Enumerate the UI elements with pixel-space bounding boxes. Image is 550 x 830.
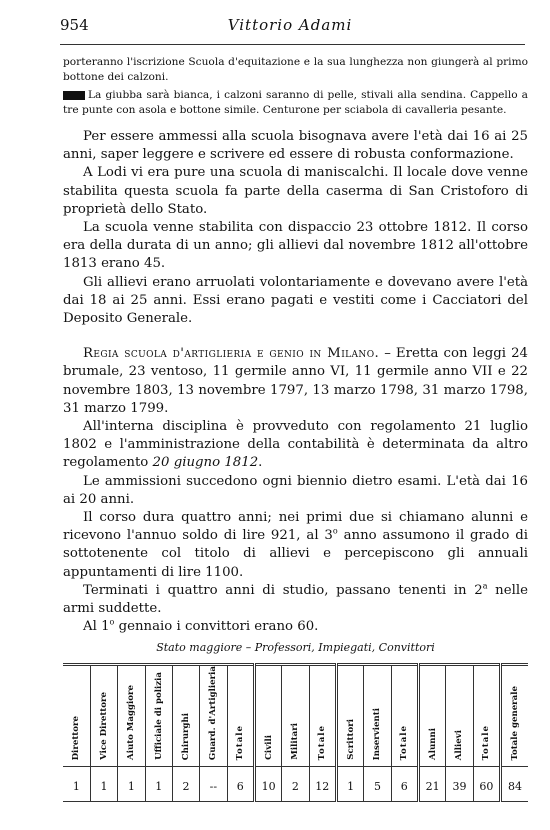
table-cell: 1 — [336, 767, 363, 802]
table-cell: 10 — [254, 767, 281, 802]
table-cell: 60 — [473, 767, 500, 802]
column-header: Allievi — [446, 665, 473, 767]
main-text — [63, 55, 528, 636]
column-header: Ufficiale di polizia — [145, 665, 172, 767]
table-cell: 6 — [227, 767, 254, 802]
table-cell: 2 — [172, 767, 199, 802]
ink-blot — [63, 91, 85, 100]
table-cell: 12 — [309, 767, 336, 802]
table-cell: 2 — [282, 767, 309, 802]
column-header: Chirurghi — [172, 665, 199, 767]
column-header: Totale generale — [501, 665, 529, 767]
table-cell: 6 — [391, 767, 418, 802]
header-rule — [60, 44, 525, 45]
body-paragraph: Terminati i quattro anni di studio, passano tenenti in 2$^a$ nelle armi suddette. — [63, 581, 528, 617]
table-cell: 5 — [364, 767, 391, 802]
section-heading: Regia scuola d'artiglieria e genio in Milano. — [83, 346, 380, 362]
table-cell: 1 — [145, 767, 172, 802]
column-header: Totale — [391, 665, 418, 767]
table-cell: -- — [200, 767, 227, 802]
table-cell: 1 — [118, 767, 145, 802]
table-cell: 39 — [446, 767, 473, 802]
column-header: Alunni — [418, 665, 445, 767]
column-header: Direttore — [71, 715, 82, 761]
staff-table — [63, 663, 528, 802]
column-header: Civili — [254, 665, 281, 767]
column-header: Vice Direttore — [90, 665, 117, 767]
table-header-row — [63, 665, 528, 767]
body-paragraph: Al 1$^o$ gennaio i convittori erano 60. — [83, 617, 319, 635]
body-paragraph: Gli allievi erano arruolati volontariamente e dovevano avere l'età dai 18 ai 25 anni. Essi erano pagati e vestiti come i Cacciatori del Deposito Generale. — [63, 274, 528, 327]
table-caption: Stato maggiore – Professori, Impiegati, Convittori — [156, 641, 435, 654]
table-cell: 84 — [501, 767, 529, 802]
column-header: Aiuto Maggiore — [118, 665, 145, 767]
column-header: Militari — [282, 665, 309, 767]
section-paragraph: Regia scuola d'artiglieria e genio in Milano. – Eretta con leggi 24 brumale, 23 ventoso, 11 germile anno VI, 11 germile anno VII e 22 novembre 1803, 13 novembre 1797, 13 marzo 1798, 31 marzo 1798, 31 marzo 1799. — [63, 346, 528, 416]
body-paragraph: La scuola venne stabilita con dispaccio 23 ottobre 1812. Il corso era della durata di un anno; gli allievi dal novembre 1812 all'ottobre 1813 erano 45. — [63, 220, 528, 272]
column-header: Scrittori — [336, 665, 363, 767]
column-header: Inservienti — [364, 665, 391, 767]
body-paragraph: Per essere ammessi alla scuola bisognava avere l'età dai 16 ai 25 anni, saper leggere e scrivere ed essere di robusta conformazione. — [63, 129, 528, 163]
table-cell: 1 — [72, 779, 80, 793]
note-paragraph: porteranno l'iscrizione Scuola d'equitazione e la sua lunghezza non giungerà al primo bottone dei calzoni. — [63, 56, 528, 83]
body-paragraph: Le ammissioni succedono ogni biennio dietro esami. L'età dai 16 ai 20 anni. — [63, 473, 528, 507]
body-paragraph: Il corso dura quattro anni; nei primi due si chiamano alunni e ricevono l'annuo soldo di lire 921, al 3$^o$ anno assumono il grado di sottotenente col titolo di allievi e percepiscono gli annuali appuntamenti di lire 1100. — [63, 510, 528, 580]
table-row — [63, 767, 528, 802]
running-head — [60, 16, 520, 38]
column-header: Guard. d'Artiglieria — [200, 665, 227, 767]
column-header: Totale — [309, 665, 336, 767]
body-paragraph: All'interna disciplina è provveduto con regolamento 21 luglio 1802 e l'amministrazione della contabilità è determinata da altro regolamento 20 giugno 1812. — [63, 419, 528, 471]
table-cell: 1 — [90, 767, 117, 802]
table-cell: 21 — [418, 767, 445, 802]
column-header: Totale — [473, 665, 500, 767]
column-header: Totale — [227, 665, 254, 767]
running-title: Vittorio Adami — [227, 16, 353, 34]
page-number: 954 — [60, 16, 89, 34]
note-paragraph: La giubba sarà bianca, i calzoni saranno di pelle, stivali alla sendina. Cappello a tre punte con asola e bottone simile. Centurone per sciabola di cavalleria pesante. — [63, 89, 528, 116]
body-paragraph: A Lodi vi era pure una scuola di maniscalchi. Il locale dove venne stabilita questa scuola fa parte della caserma di San Cristoforo di proprietà dello Stato. — [63, 165, 528, 217]
